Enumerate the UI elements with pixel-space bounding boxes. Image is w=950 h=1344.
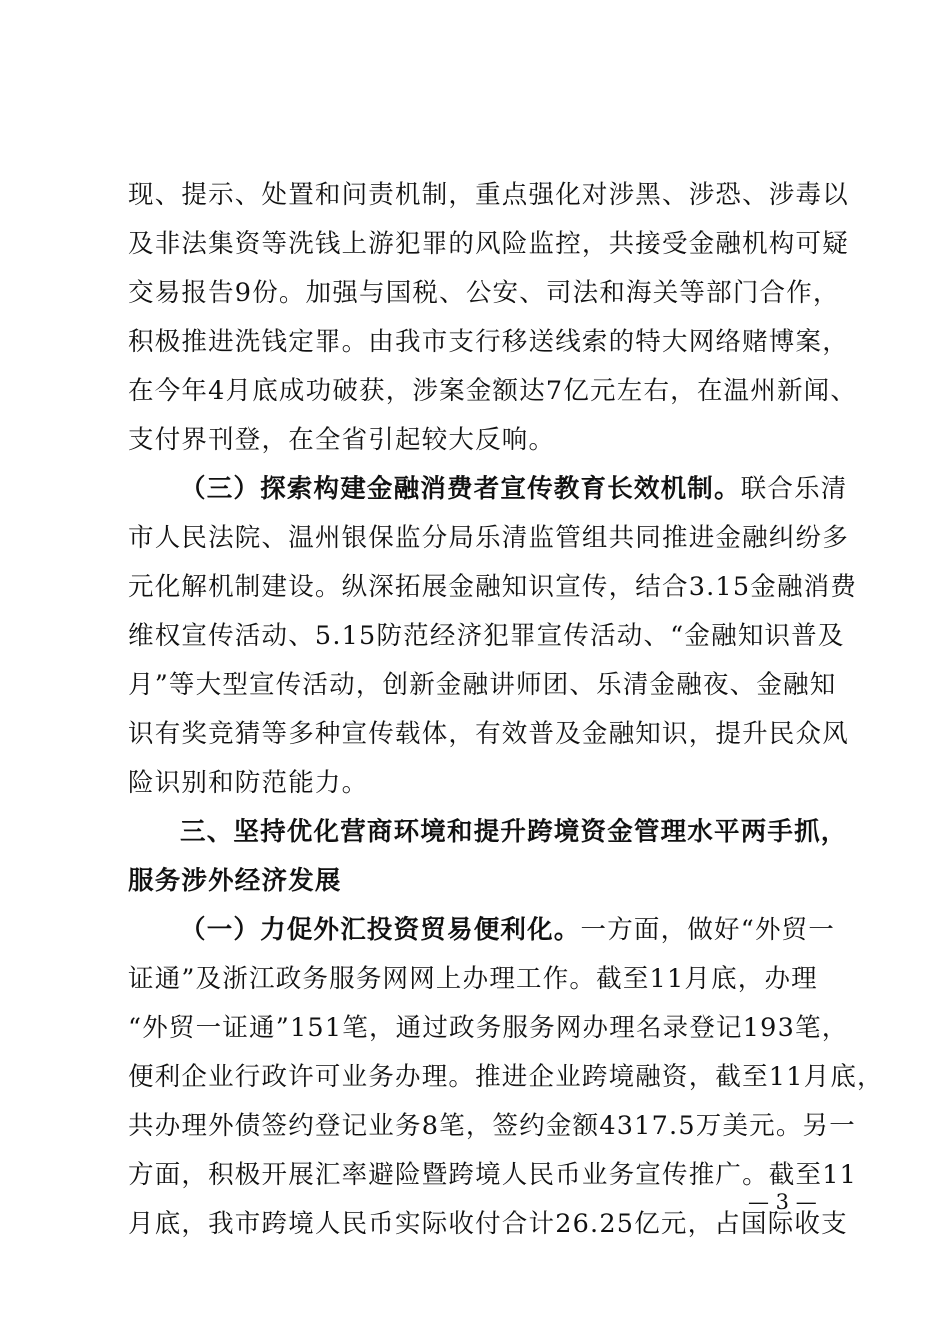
chapter-3-title-continued: 服务涉外经济发展: [128, 866, 342, 896]
paragraph-line: 月”等大型宣传活动，创新金融讲师团、乐清金融夜、金融知: [128, 670, 837, 700]
paragraph-line: 共办理外债签约登记业务8笔，签约金额4317.5万美元。另一: [128, 1111, 856, 1141]
paragraph-line: 市人民法院、温州银保监分局乐清监管组共同推进金融纠纷多: [128, 523, 849, 553]
paragraph-line: 交易报告9份。加强与国税、公安、司法和海关等部门合作，: [128, 278, 840, 308]
paragraph-line: 积极推进洗钱定罪。由我市支行移送线索的特大网络赌博案，: [128, 327, 849, 357]
paragraph-line: 现、提示、处置和问责机制，重点强化对涉黑、涉恐、涉毒以: [128, 180, 849, 210]
paragraph-line: 识有奖竞猜等多种宣传载体，有效普及金融知识，提升民众风: [128, 719, 849, 749]
paragraph-line: 支付界刊登，在全省引起较大反响。: [128, 425, 556, 455]
paragraph-line: 及非法集资等洗钱上游犯罪的风险监控，共接受金融机构可疑: [128, 229, 849, 259]
paragraph-line: 元化解机制建设。纵深拓展金融知识宣传，结合3.15金融消费: [128, 572, 858, 602]
paragraph-line: 便利企业行政许可业务办理。推进企业跨境融资，截至11月底，: [128, 1062, 884, 1092]
paragraph-line: 维权宣传活动、5.15防范经济犯罪宣传活动、“金融知识普及: [128, 621, 845, 651]
subsection-1-lead: [180, 913, 880, 947]
section-3-lead-text: 联合乐清: [740, 474, 848, 504]
paragraph-line: 月底，我市跨境人民币实际收付合计26.25亿元，占国际收支: [128, 1209, 848, 1239]
paragraph-line: 险识别和防范能力。: [128, 768, 369, 798]
paragraph-line: “外贸一证通”151笔，通过政务服务网办理名录登记193笔，: [128, 1013, 849, 1043]
section-3-lead: [180, 472, 880, 506]
paragraph-line: 方面，积极开展汇率避险暨跨境人民币业务宣传推广。截至11: [128, 1160, 858, 1190]
section-3-heading: （三）探索构建金融消费者宣传教育长效机制。: [180, 474, 741, 504]
chapter-3-title: 三、坚持优化营商环境和提升跨境资金管理水平两手抓，: [180, 817, 848, 847]
subsection-1-lead-text: 一方面，做好“外贸一: [580, 915, 836, 945]
page-number: — 3 —: [748, 1190, 817, 1214]
paragraph-line: 在今年4月底成功破获，涉案金额达7亿元左右，在温州新闻、: [128, 376, 858, 406]
paragraph-line: 证通”及浙江政务服务网网上办理工作。截至11月底，办理: [128, 964, 818, 994]
subsection-1-heading: （一）力促外汇投资贸易便利化。: [180, 915, 581, 945]
